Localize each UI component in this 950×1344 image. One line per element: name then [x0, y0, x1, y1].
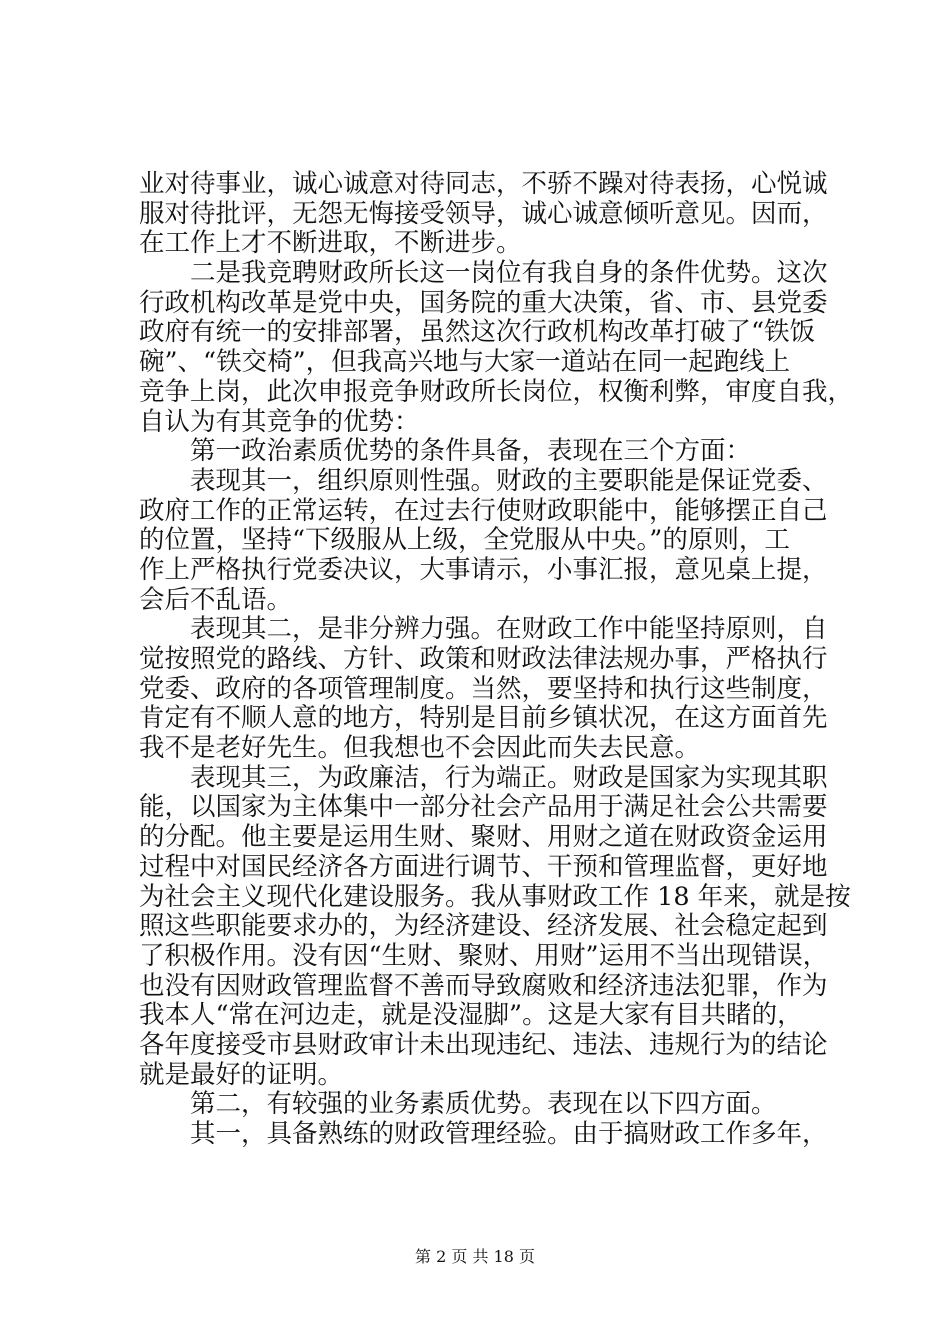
text-line: 觉按照党的路线、方针、政策和财政法律法规办事，严格执行	[139, 644, 828, 674]
text-line: 肯定有不顺人意的地方，特别是目前乡镇状况，在这方面首先	[139, 703, 828, 734]
text-line: 表现其三，为政廉洁，行为端正。财政是国家为实现其职	[139, 762, 828, 793]
text-line: 的分配。他主要是运用生财、聚财、用财之道在财政资金运用	[139, 822, 828, 853]
text-line: 我本人“常在河边走，就是没湿脚”。这是大家有目共睹的，	[139, 1000, 803, 1031]
document-body	[139, 169, 854, 1150]
text-line: 在工作上才不断进取，不断进步。	[139, 228, 522, 259]
text-line: 业对待事业，诚心诚意对待同志，不骄不躁对待表扬，心悦诚	[139, 169, 828, 199]
text-line: 服对待批评，无怨无悔接受领导，诚心诚意倾听意见。因而，	[139, 198, 828, 229]
text-line: 我不是老好先生。但我想也不会因此而失去民意。	[139, 733, 701, 764]
text-line: 第二，有较强的业务素质优势。表现在以下四方面。	[139, 1089, 777, 1120]
text-line: 也没有因财政管理监督不善而导致腐败和经济违法犯罪，作为	[139, 970, 828, 1001]
text-line: 其一，具备熟练的财政管理经验。由于搞财政工作多年，	[139, 1119, 828, 1149]
text-line: 表现其一，组织原则性强。财政的主要职能是保证党委、	[139, 465, 828, 496]
text-line: 为社会主义现代化建设服务。我从事财政工作 18 年来，就是按	[139, 881, 851, 912]
text-line: 政府有统一的安排部署，虽然这次行政机构改革打破了“铁饭	[139, 317, 816, 348]
text-line: 碗”、“铁交椅”，但我高兴地与大家一道站在同一起跑线上	[139, 347, 791, 378]
text-line: 党委、政府的各项管理制度。当然，要坚持和执行这些制度，	[139, 673, 828, 704]
text-line: 竞争上岗，此次申报竞争财政所长岗位，权衡利弊，审度自我，	[139, 376, 854, 407]
text-line: 了积极作用。没有因“生财、聚财、用财”运用不当出现错误，	[139, 940, 829, 971]
text-line: 会后不乱语。	[139, 584, 293, 615]
text-line: 各年度接受市县财政审计未出现违纪、违法、违规行为的结论	[139, 1029, 828, 1060]
text-line: 自认为有其竞争的优势：	[139, 406, 420, 437]
text-line: 的位置，坚持“下级服从上级，全党服从中央。”的原则，工	[139, 525, 790, 556]
text-line: 过程中对国民经济各方面进行调节、干预和管理监督，更好地	[139, 851, 828, 882]
text-line: 第一政治素质优势的条件具备，表现在三个方面：	[139, 436, 752, 467]
text-line: 表现其二，是非分辨力强。在财政工作中能坚持原则，自	[139, 614, 828, 645]
page-number-footer: 第 2 页 共 18 页	[415, 1247, 535, 1266]
text-line: 行政机构改革是党中央，国务院的重大决策，省、市、县党委	[139, 287, 828, 318]
text-line: 二是我竞聘财政所长这一岗位有我自身的条件优势。这次	[139, 258, 828, 289]
text-line: 照这些职能要求办的，为经济建设、经济发展、社会稳定起到	[139, 911, 828, 942]
text-line: 作上严格执行党委决议，大事请示，小事汇报，意见桌上提，	[139, 554, 828, 585]
text-line: 政府工作的正常运转，在过去行使财政职能中，能够摆正自己	[139, 495, 828, 526]
text-line: 能，以国家为主体集中一部分社会产品用于满足社会公共需要	[139, 792, 828, 823]
text-line: 就是最好的证明。	[139, 1059, 344, 1090]
